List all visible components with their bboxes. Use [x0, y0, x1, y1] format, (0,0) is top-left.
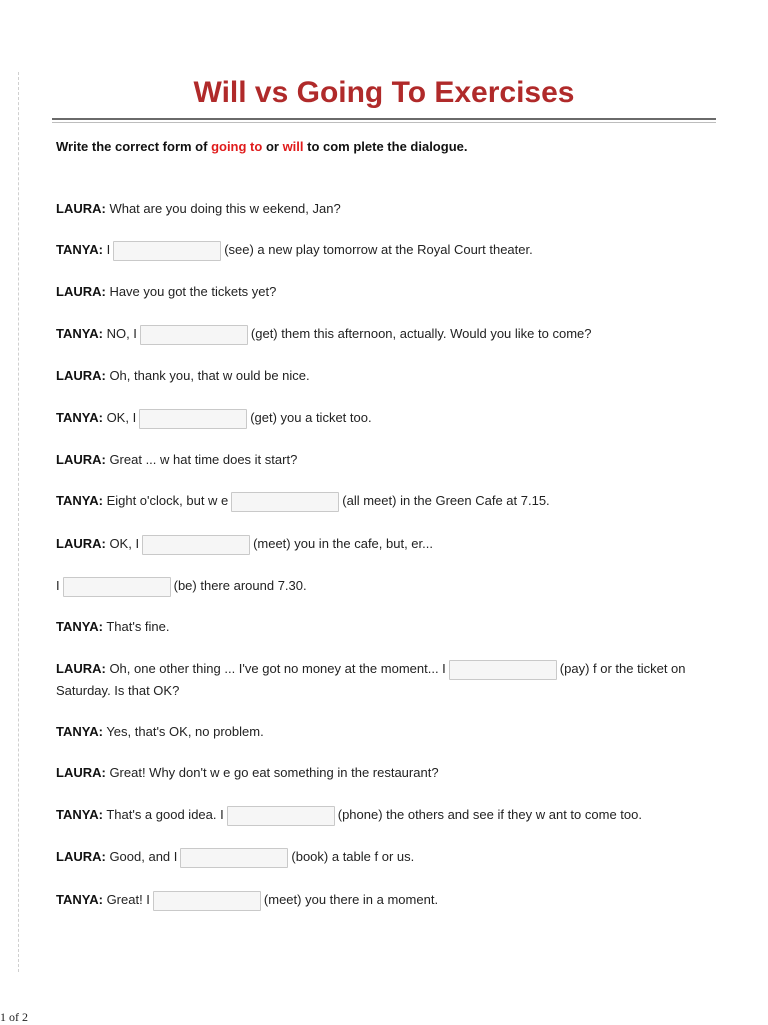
- line-text-after: (meet) you there in a moment.: [263, 892, 439, 907]
- line-text: Great! Why don't w e go eat something in the restaurant?: [105, 765, 439, 780]
- answer-blank-input[interactable]: [227, 806, 335, 826]
- answer-blank-input[interactable]: [153, 891, 261, 911]
- line-text-after: (pay) f or the ticket on Saturday. Is that OK?: [56, 661, 686, 698]
- speaker-label: TANYA:: [56, 326, 103, 341]
- answer-blank-input[interactable]: [140, 325, 248, 345]
- line-text: Great ... w hat time does it start?: [105, 452, 298, 467]
- line-text-after: (phone) the others and see if they w ant to come too.: [337, 807, 642, 822]
- answer-blank-input[interactable]: [449, 660, 557, 680]
- line-text: Great! I: [102, 892, 150, 907]
- dialogue-line: [56, 804, 642, 826]
- speaker-label: LAURA:: [56, 368, 106, 383]
- answer-blank-input[interactable]: [231, 492, 339, 512]
- instructions-text-1: Write the correct form of: [56, 139, 212, 154]
- speaker-label: LAURA:: [56, 452, 106, 467]
- line-text: Eight o'clock, but w e: [102, 493, 229, 508]
- dialogue-line: [56, 762, 439, 784]
- line-text: Oh, one other thing ... I've got no money at the moment... I: [105, 661, 446, 676]
- instructions-text-2: or: [262, 139, 283, 154]
- speaker-label: TANYA:: [56, 410, 103, 425]
- line-text-after: (book) a table f or us.: [291, 849, 415, 864]
- answer-blank-input[interactable]: [180, 848, 288, 868]
- speaker-label: TANYA:: [56, 242, 103, 257]
- instructions-going-to: going to: [211, 139, 263, 154]
- line-text: Have you got the tickets yet?: [105, 284, 277, 299]
- line-text-after: (meet) you in the cafe, but, er...: [253, 536, 433, 551]
- page-margin-rule: [18, 72, 19, 972]
- line-text: Oh, thank you, that w ould be nice.: [105, 368, 310, 383]
- dialogue-line: [56, 198, 341, 220]
- speaker-label: LAURA:: [56, 284, 106, 299]
- speaker-label: LAURA:: [56, 661, 106, 676]
- speaker-label: TANYA:: [56, 724, 103, 739]
- speaker-label: TANYA:: [56, 892, 103, 907]
- speaker-label: LAURA:: [56, 536, 106, 551]
- speaker-label: LAURA:: [56, 765, 106, 780]
- line-text: NO, I: [102, 326, 137, 341]
- dialogue-line: [56, 449, 297, 471]
- speaker-label: LAURA:: [56, 849, 106, 864]
- line-text: Good, and I: [105, 849, 178, 864]
- dialogue-line: [56, 889, 438, 911]
- line-text: What are you doing this w eekend, Jan?: [105, 201, 341, 216]
- line-text: OK, I: [105, 536, 140, 551]
- line-text-after: (get) you a ticket too.: [250, 410, 372, 425]
- title-divider: [52, 118, 716, 123]
- line-text: That's a good idea. I: [102, 807, 224, 822]
- dialogue-line: [56, 846, 414, 868]
- dialogue-line: [56, 721, 264, 743]
- dialogue-line: [56, 490, 550, 512]
- dialogue-line: [56, 323, 591, 345]
- page-title: Will vs Going To Exercises: [193, 76, 575, 109]
- dialogue-line: [56, 239, 533, 261]
- dialogue-line: [56, 575, 307, 597]
- dialogue-line: [56, 407, 372, 429]
- answer-blank-input[interactable]: [142, 535, 250, 555]
- answer-blank-input[interactable]: [113, 241, 221, 261]
- instructions: [56, 139, 467, 154]
- line-text: I: [56, 578, 60, 593]
- speaker-label: TANYA:: [56, 493, 103, 508]
- speaker-label: LAURA:: [56, 201, 106, 216]
- line-text: I: [102, 242, 111, 257]
- dialogue-line: [56, 616, 170, 638]
- line-text-after: (all meet) in the Green Cafe at 7.15.: [342, 493, 550, 508]
- speaker-label: TANYA:: [56, 619, 103, 634]
- dialogue-line: [56, 533, 433, 555]
- line-text-after: (see) a new play tomorrow at the Royal Court theater.: [224, 242, 533, 257]
- instructions-text-3: to com plete the dialogue.: [303, 139, 468, 154]
- speaker-label: TANYA:: [56, 807, 103, 822]
- answer-blank-input[interactable]: [63, 577, 171, 597]
- dialogue-line: [56, 365, 310, 387]
- instructions-will: will: [282, 139, 304, 154]
- page-number: 1 of 2: [0, 1010, 28, 1024]
- line-text: Yes, that's OK, no problem.: [102, 724, 264, 739]
- line-text: That's fine.: [102, 619, 170, 634]
- dialogue-line: [56, 658, 706, 702]
- line-text-after: (get) them this afternoon, actually. Would you like to come?: [250, 326, 592, 341]
- line-text-after: (be) there around 7.30.: [173, 578, 307, 593]
- dialogue-line: [56, 281, 276, 303]
- answer-blank-input[interactable]: [139, 409, 247, 429]
- line-text: OK, I: [102, 410, 137, 425]
